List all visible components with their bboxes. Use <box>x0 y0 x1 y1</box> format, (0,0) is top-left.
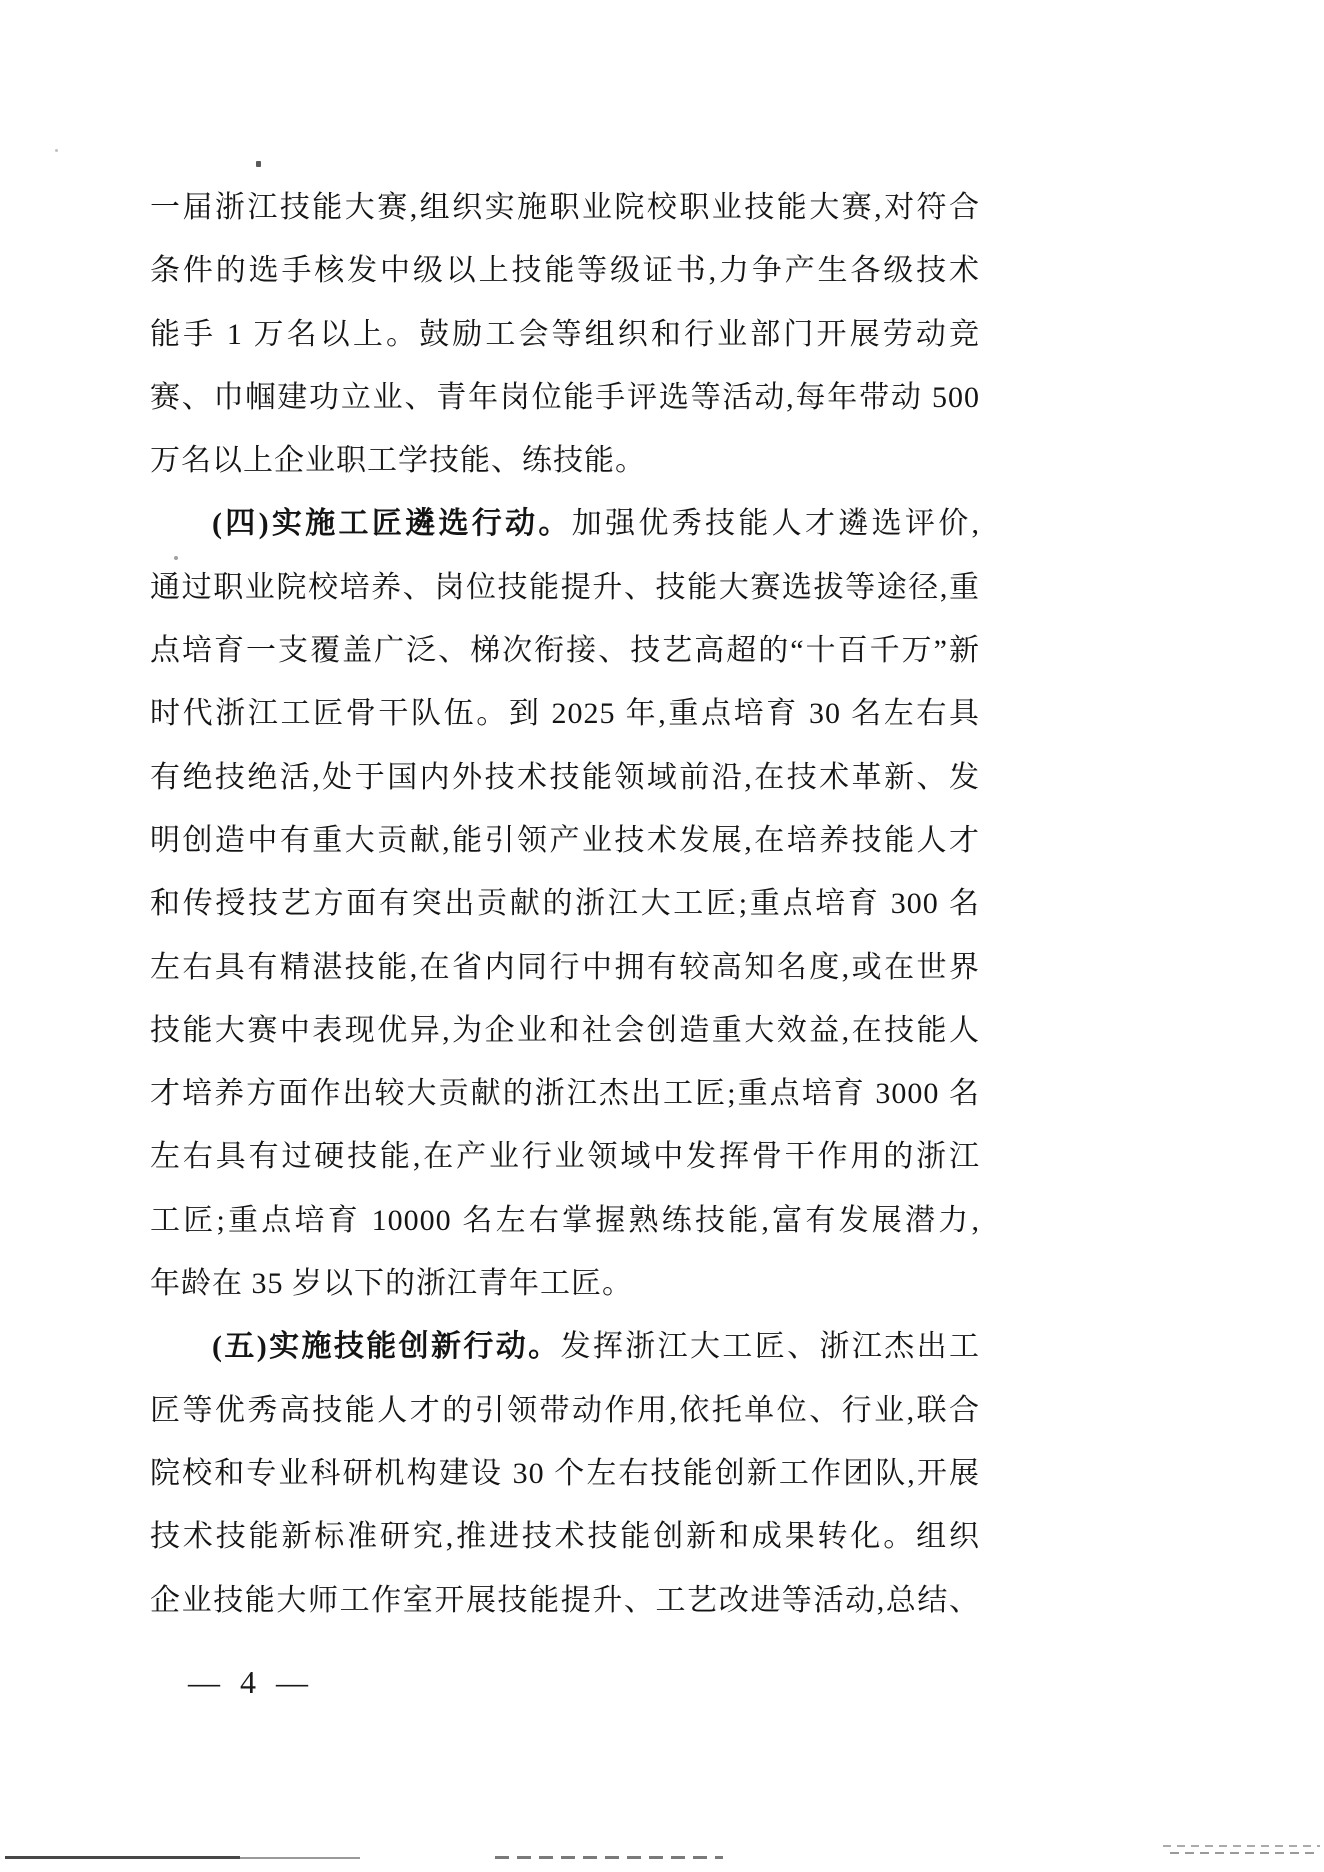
scan-artifact <box>5 1856 240 1859</box>
text-line: 和传授技艺方面有突出贡献的浙江大工匠;重点培育 300 名 <box>150 887 980 921</box>
text-line: 技术技能新标准研究,推进技术技能创新和成果转化。组织 <box>150 1520 980 1554</box>
text-line: 明创造中有重大贡献,能引领产业技术发展,在培养技能人才 <box>150 823 980 857</box>
text-line: 工匠;重点培育 10000 名左右掌握熟练技能,富有发展潜力, <box>150 1203 980 1237</box>
text-line: 能手 1 万名以上。鼓励工会等组织和行业部门开展劳动竞 <box>150 317 980 351</box>
scan-artifact <box>1163 1845 1320 1847</box>
text-line: 有绝技绝活,处于国内外技术技能领域前沿,在技术革新、发 <box>150 760 980 794</box>
text-line: 匠等优秀高技能人才的引领带动作用,依托单位、行业,联合 <box>150 1393 980 1427</box>
text-line: 左右具有过硬技能,在产业行业领域中发挥骨干作用的浙江 <box>150 1140 980 1174</box>
text-line: 条件的选手核发中级以上技能等级证书,力争产生各级技术 <box>150 254 980 288</box>
text-line: 通过职业院校培养、岗位技能提升、技能大赛选拔等途径,重 <box>150 570 980 604</box>
text-line: 赛、巾帼建功立业、青年岗位能手评选等活动,每年带动 500 <box>150 380 980 414</box>
text-line: 年龄在 35 岁以下的浙江青年工匠。 <box>150 1267 633 1301</box>
text-line: (五)实施技能创新行动。发挥浙江大工匠、浙江杰出工 <box>212 1330 981 1364</box>
text-line: 一届浙江技能大赛,组织实施职业院校职业技能大赛,对符合 <box>150 191 980 224</box>
scan-artifact <box>495 1856 723 1859</box>
paragraph-lead: (五)实施技能创新行动。 <box>212 1330 561 1364</box>
scan-speck <box>256 161 261 167</box>
text-line: 才培养方面作出较大贡献的浙江杰出工匠;重点培育 3000 名 <box>150 1077 980 1111</box>
text-line: 技能大赛中表现优异,为企业和社会创造重大效益,在技能人 <box>150 1013 980 1047</box>
text-line: 万名以上企业职工学技能、练技能。 <box>150 444 646 478</box>
text-block <box>150 176 980 1632</box>
paragraph-lead: (四)实施工匠遴选行动。 <box>212 507 572 541</box>
text-line: 院校和专业科研机构建设 30 个左右技能创新工作团队,开展 <box>150 1456 980 1490</box>
scan-speck <box>55 149 58 152</box>
text-line: 左右具有精湛技能,在省内同行中拥有较高知名度,或在世界 <box>150 950 980 984</box>
text-line: 点培育一支覆盖广泛、梯次衔接、技艺高超的“十百千万”新 <box>150 634 980 668</box>
text-line: 企业技能大师工作室开展技能提升、工艺改进等活动,总结、 <box>150 1583 980 1617</box>
scan-artifact <box>240 1857 360 1859</box>
text-line: (四)实施工匠遴选行动。加强优秀技能人才遴选评价, <box>212 507 981 541</box>
scan-artifact <box>1170 1852 1320 1854</box>
scan-speck <box>174 556 178 560</box>
page-number: — 4 — <box>188 1664 314 1700</box>
text-line: 时代浙江工匠骨干队伍。到 2025 年,重点培育 30 名左右具 <box>150 697 980 731</box>
